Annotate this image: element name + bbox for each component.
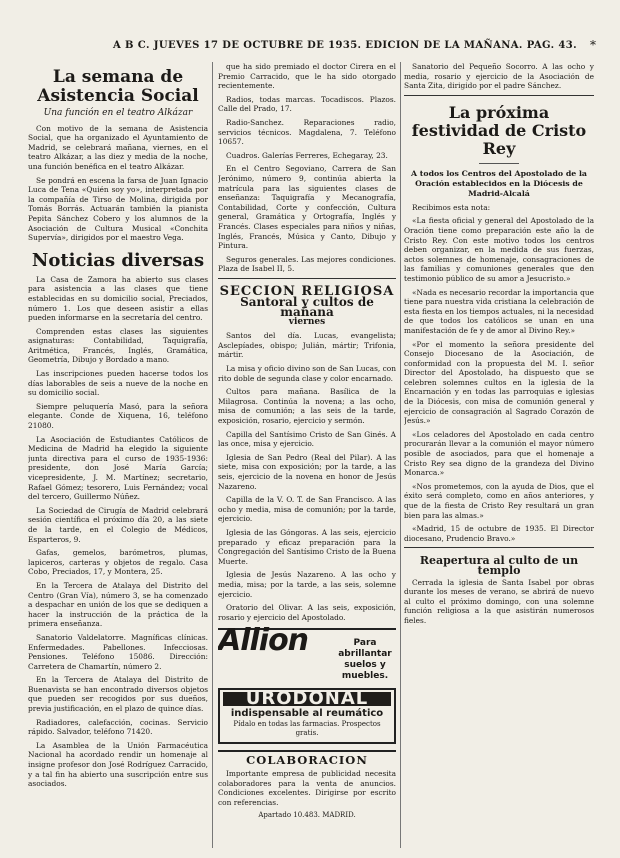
article-paragraph: Iglesia de San Pedro (Real del Pilar). A las siete, misa con exposición; por la tarde, a las seis, ejercicio de la novena en honor de Jesús Nazareno. [218, 452, 396, 491]
article-paragraph: En el Centro Segoviano, Carrera de San Jerónimo, número 9, continúa abierta la matrícula para las siguientes clases de enseñanza: Taquigrafía y Mecanografía, Contabilidad, Corte y confección, Cultura general, Gramática y Ortografía, Inglés y Francés. Clases especiales para niños y niñas, Inglés, Francés, Música y Canto, Dibujo y Pintura. [218, 164, 396, 251]
article-paragraph: «Por el momento la señora presidente del Consejo Diocesano de la Asociación, de conformidad con la propuesta del M. I. señor Director del Apostolado, ha dispuesto que se celebren solemnes cultos en la iglesia de la Encarnación y en todas las parroquias e iglesias de la Diócesis, con misa de comunión general y ejercicio de consagración al Sagrado Corazón de Jesús.» [404, 339, 594, 426]
article-paragraph: Cerrada la iglesia de Santa Isabel por obras durante los meses de verano, se abrirá de nuevo al culto el próximo domingo, con una solemne función religiosa a la que asistirán numerosos fieles. [404, 577, 594, 625]
article-paragraph: Oratorio del Olivar. A las seis, exposición, rosario y ejercicio del Apostolado. [218, 603, 396, 622]
article-paragraph: «Nos prometemos, con la ayuda de Dios, que el éxito será completo, como en años anteriores, y que de la fiesta de Cristo Rey resultará un gran bien para las almas.» [404, 481, 594, 520]
article-paragraph: Comprenden estas clases las siguientes asignaturas: Contabilidad, Taquigrafía, Aritmética, Francés, Inglés, Gramática, Geometría, Dibujo y Bordado a mano. [28, 326, 208, 365]
subheadline-santoral: Santoral y cultos de mañana [240, 295, 374, 320]
urodonal-logo: URODONAL [223, 692, 391, 706]
article-paragraph: Se pondrá en escena la farsa de Juan Ignacio Luca de Tena «Quién soy yo», interpretada por la compañía de Tirso de Molina, dirigida por Tomás Borrás. Actuarán también la pianista Pepita Sánchez Cobero y los alumnos de la Asociación de Cultura Musical «Conchita Supervía», dirigidos por el maestro Vega. [28, 175, 208, 243]
advertisement-allion [218, 623, 396, 684]
classified-ad: Cuadros. Galerías Ferreres, Echegaray, 23. [226, 150, 388, 160]
classified-ad: Radios, todas marcas. Tocadiscos. Plazos. Calle del Prado, 17. [218, 94, 396, 114]
article-paragraph: Iglesia de Jesús Nazareno. A las ocho y media, misa; por la tarde, a las seis, solemne ejercicio. [218, 570, 396, 599]
article-lead: Recibimos esta nota: [412, 202, 491, 212]
headline-apostolado: A todos los Centros del Apostolado de la Oración establecidos en la Diócesis de Madrid-Alcalá [411, 168, 587, 198]
article-paragraph: que ha sido premiado el doctor Cirera en el Premio Carracido, que le ha sido otorgado recientemente. [218, 62, 396, 91]
article-paragraph: «Madrid, 15 de octubre de 1935. El Director diocesano, Prudencio Bravo.» [404, 524, 594, 543]
classified-ad: Radiadores, calefacción, cocinas. Servicio rápido. Salvador, teléfono 71420. [28, 717, 208, 737]
section-divider [218, 278, 396, 279]
article-paragraph: La Casa de Zamora ha abierto sus clases para asistencia a las clases que tiene establecidas en su domicilio social, Preciados, número 1. Los que deseen asistir a ellas pueden informarse en la secretaría del centro. [28, 274, 208, 323]
column-right [404, 62, 594, 852]
article-paragraph: Santos del día. Lucas, evangelista; Asclepíades, obispo; Julián, mártir; Trifonia, mártir. [218, 331, 396, 360]
classified-ad: Sanatorio Valdelatorre. Magníficas clínicas. Enfermedades. Pabellones. Infecciosas. Pensiones. Teléfono 15086. Dirección: Carretera de Chamartín, número 2. [28, 632, 208, 671]
article-paragraph: Capilla de la V. O. T. de San Francisco. A las ocho y media, misa de comunión; por la tarde, ejercicio. [218, 495, 396, 524]
article-paragraph: «Nada es necesario recordar la importancia que tiene para nuestra vida cristiana la celebración de esta fiesta en los tiempos actuales, ni la necesidad de que todos los católicos se unan en una manifestación de fe y de amor al Divino Rey.» [404, 287, 594, 335]
section-divider [404, 95, 594, 96]
headline-cristo-rey: La próxima festividad de Cristo Rey [411, 102, 587, 158]
headline-colaboracion: COLABORACION [218, 750, 396, 766]
article-paragraph: Iglesia de las Góngoras. A las seis, ejercicio preparado y eficaz preparación para la Congregación del Santísimo Cristo de la Buena Muerte. [218, 527, 396, 566]
article-paragraph: Cultos para mañana. Basílica de la Milagrosa. Continúa la novena; a las ocho, misa de comunión; a las seis de la tarde, exposición, rosario, ejercicio y sermón. [218, 387, 396, 425]
article-paragraph: Capilla del Santísimo Cristo de San Ginés. A las once, misa y ejercicio. [218, 429, 396, 449]
classified-address: Apartado 10.483. MADRID. [258, 811, 356, 820]
classified-ad: Importante empresa de publicidad necesita colaboradores para la venta de anuncios. Condiciones excelentes. Dirigirse por escrito con referencias. [218, 769, 396, 807]
urodonal-note: Pídalo en todas las farmacias. Prospectos gratis. [233, 720, 381, 738]
article-paragraph: La Asociación de Estudiantes Católicos de Medicina de Madrid ha elegido la siguiente junta directiva para el curso de 1935-1936: presidente, don José María García; vicepresidente, J. M. Martínez; secretario, Rafael Gómez; tesorero, Luis Fernández; vocal del tercero, Guillermo Núñez. [28, 434, 208, 502]
article-paragraph: En la Tercera de Atalaya del Distrito de Buenavista se han encontrado diversos objetos que pueden ser recogidos por sus dueños, previa justificación, en el plazo de quince días. [28, 675, 208, 714]
article-paragraph: La Sociedad de Cirugía de Madrid celebrará sesión científica el próximo día 20, a las siete de la tarde, en el Colegio de Médicos, Esparteros, 9. [28, 505, 208, 544]
allion-logo: Allion [218, 623, 309, 659]
short-divider [479, 163, 519, 164]
article-paragraph: «Los celadores del Apostolado en cada centro procurarán llevar a la comunión el mayor número posible de asociados, para que el homenaje a Cristo Rey sea digno de la grandeza del Divino Monarca.» [404, 429, 594, 478]
column-rule [212, 62, 213, 848]
section-divider [404, 547, 594, 548]
article-paragraph: La Asamblea de la Unión Farmacéutica Nacional ha acordado rendir un homenaje al insigne profesor don José Rodríguez Carracido, y a tal fin ha abierto una suscripción entre sus asociados. [28, 740, 208, 789]
subheadline-viernes: viernes [288, 316, 326, 327]
page-header: A B C. JUEVES 17 DE OCTUBRE DE 1935. EDICION DE LA MAÑANA. PAG. 43. [113, 40, 577, 51]
classified-ad: Siempre peluquería Masó, para la señora elegante. Conde de Xiquena, 16, teléfono 21080. [28, 401, 208, 431]
headline-reapertura: Reapertura al culto de un templo [419, 554, 579, 577]
column-left [28, 62, 208, 852]
column-rule [400, 62, 401, 848]
page-mark: * [590, 38, 596, 52]
article-paragraph: La misa y oficio divino son de San Lucas, con rito doble de segunda clase y color encarnado. [218, 364, 396, 383]
article-paragraph: Sanatorio del Pequeño Socorro. A las ocho y media, rosario y ejercicio de la Asociación de Santa Zita, dirigido por el padre Sánchez. [404, 62, 594, 91]
urodonal-tagline: indispensable al reumático [230, 707, 384, 719]
subheadline-alkazar: Una función en el teatro Alkázar [43, 108, 193, 118]
column-middle [218, 62, 396, 852]
headline-noticias-diversas: Noticias diversas [31, 249, 205, 271]
classified-ad: Radio-Sanchez. Reparaciones radio, servicios técnicos. Magdalena, 7. Teléfono 10657. [218, 117, 396, 147]
article-paragraph: Las inscripciones pueden hacerse todos los días laborables de seis a nueve de la noche en su domicilio social. [28, 369, 208, 398]
advertisement-urodonal [218, 688, 396, 744]
allion-tagline: Para abrillantar suelos y muebles. [338, 638, 392, 682]
headline-asistencia-social: La semana de Asistencia Social [37, 67, 199, 106]
article-paragraph: Con motivo de la semana de Asistencia Social, que ha organizado el Ayuntamiento de Madrid, se celebrará mañana, viernes, en el teatro Alkázar, a las diez y media de la noche, una función benéfica en el teatro Alkázar. [28, 123, 208, 171]
headline-seccion-religiosa: SECCION RELIGIOSA [219, 283, 395, 299]
classified-ad: Gafas, gemelos, barómetros, plumas, lapiceros, carteras y objetos de regalo. Casa Cobo, Preciados, 17, y Montera, 25. [28, 548, 208, 577]
classified-ad: Seguros generales. Las mejores condiciones. Plaza de Isabel II, 5. [218, 254, 396, 274]
article-paragraph: En la Tercera de Atalaya del Distrito del Centro (Gran Vía), número 3, se ha comenzado a despachar en unión de los que se dediquen a hacer la instrucción de la práctica de la primera enseñanza. [28, 580, 208, 629]
article-paragraph: «La fiesta oficial y general del Apostolado de la Oración tiene como preparación este año la de Cristo Rey. Con este motivo todos los centros deben organizar, en la medida de sus fuerzas, actos solemnes de homenaje, consagraciones de las familias y comuniones generales que den testimonio público de su amor a Jesucristo.» [404, 216, 594, 283]
